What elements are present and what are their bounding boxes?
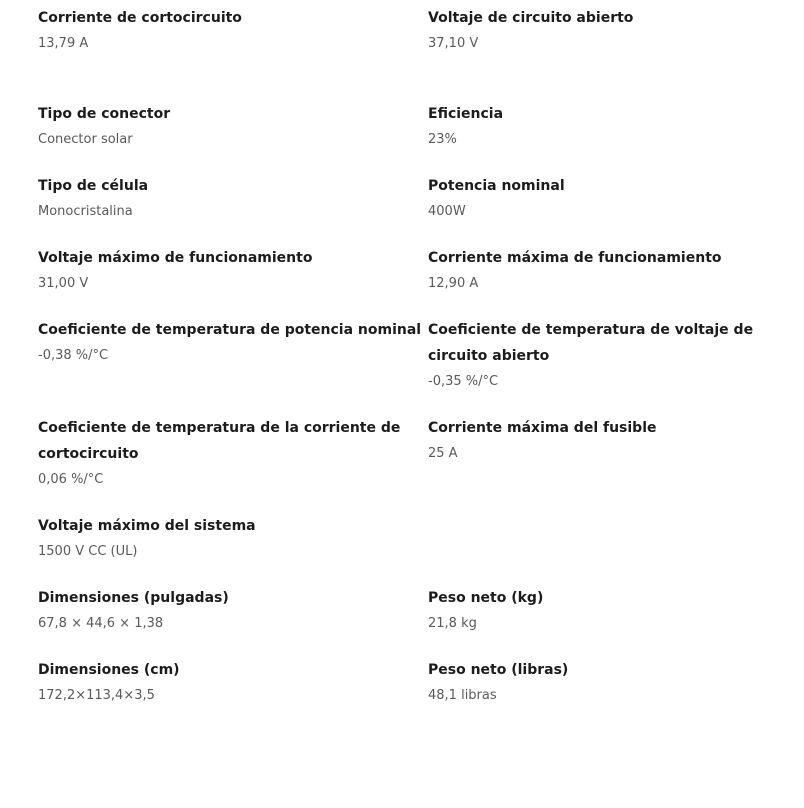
spec-value: 48,1 libras [428, 688, 497, 703]
spec-label: Dimensiones (cm) [38, 662, 180, 678]
spec-temp-coeff-voc [428, 317, 800, 395]
spec-value: Monocristalina [38, 204, 133, 219]
spec-value: 12,90 A [428, 276, 479, 291]
spec-label: Eficiencia [428, 106, 504, 122]
spec-value: 25 A [428, 446, 458, 461]
spec-efficiency [428, 101, 800, 153]
spec-temp-coeff-power [38, 317, 422, 369]
spec-value: 21,8 kg [428, 616, 477, 631]
spec-label: Voltaje máximo del sistema [38, 518, 256, 534]
spec-value: 1500 V CC (UL) [38, 544, 138, 559]
spec-max-operating-current [428, 245, 800, 297]
spec-cell-type [38, 173, 408, 225]
spec-label: Corriente máxima del fusible [428, 420, 657, 436]
spec-value: -0,35 %/°C [428, 374, 499, 389]
spec-label: Corriente máxima de funcionamiento [428, 250, 722, 266]
spec-value: 23% [428, 132, 457, 147]
spec-value: 31,00 V [38, 276, 89, 291]
spec-label: Coeficiente de temperatura de voltaje de circuito abierto [428, 322, 754, 364]
spec-short-circuit-current [38, 5, 408, 57]
spec-value: Conector solar [38, 132, 133, 147]
spec-value: 400W [428, 204, 466, 219]
spec-label: Voltaje de circuito abierto [428, 10, 634, 26]
spec-temp-coeff-isc [38, 415, 408, 493]
spec-rated-power [428, 173, 800, 225]
spec-label: Peso neto (libras) [428, 662, 569, 678]
spec-max-system-voltage [38, 513, 408, 565]
spec-value: 13,79 A [38, 36, 89, 51]
spec-label: Tipo de conector [38, 106, 171, 122]
spec-label: Dimensiones (pulgadas) [38, 590, 229, 606]
spec-label: Peso neto (kg) [428, 590, 544, 606]
spec-label: Coeficiente de temperatura de la corriente de cortocircuito [38, 420, 401, 462]
spec-connector-type [38, 101, 408, 153]
spec-max-operating-voltage [38, 245, 408, 297]
spec-label: Voltaje máximo de funcionamiento [38, 250, 313, 266]
spec-max-fuse-current [428, 415, 800, 467]
spec-label: Coeficiente de temperatura de potencia nominal [38, 322, 422, 338]
spec-value: 67,8 × 44,6 × 1,38 [38, 616, 164, 631]
spec-label: Corriente de cortocircuito [38, 10, 242, 26]
spec-net-weight-lb [428, 657, 800, 709]
spec-value: 0,06 %/°C [38, 472, 104, 487]
spec-label: Potencia nominal [428, 178, 565, 194]
spec-label: Tipo de célula [38, 178, 149, 194]
spec-dimensions-in [38, 585, 408, 637]
spec-value: 172,2×113,4×3,5 [38, 688, 155, 703]
spec-value: -0,38 %/°C [38, 348, 109, 363]
spec-dimensions-cm [38, 657, 408, 709]
spec-open-circuit-voltage [428, 5, 800, 57]
spec-value: 37,10 V [428, 36, 479, 51]
spec-net-weight-kg [428, 585, 800, 637]
